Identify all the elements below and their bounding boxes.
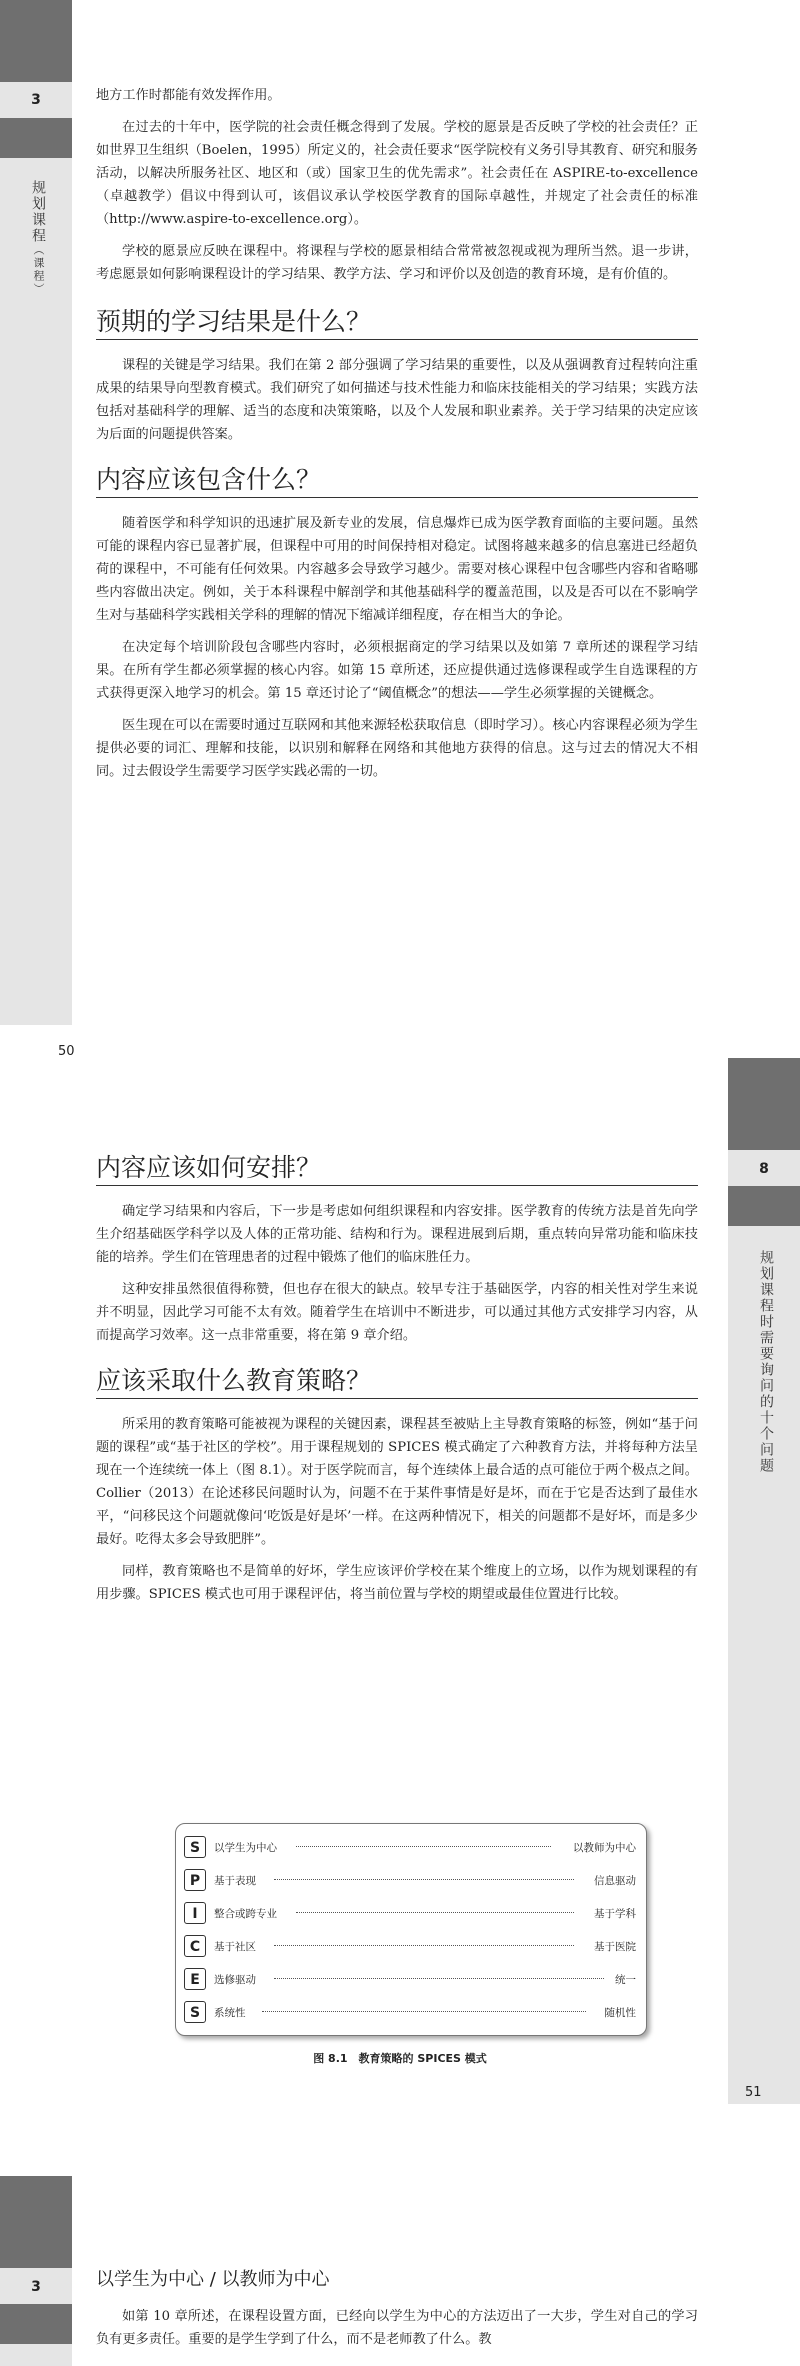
section-heading: 应该采取什么教育策略？	[96, 1369, 698, 1399]
chapter-tab-dark	[728, 1186, 800, 1226]
paragraph: 确定学习结果和内容后，下一步是考虑如何组织课程和内容安排。医学教育的传统方法是首先向学生介绍基础医学科学以及人体的正常功能、结构和行为。课程进展到后期，重点转向异常功能和临床技能的培养。学生们在管理患者的过程中锻炼了他们的临床胜任力。	[96, 1204, 698, 1265]
page-50	[0, 0, 800, 1025]
page-number: 50	[58, 1044, 75, 1059]
paragraph: 学校的愿景应反映在课程中。将课程与学校的愿景相结合常常被忽视或视为理所当然。退一步讲，考虑愿景如何影响课程设计的学习结果、教学方法、学习和评价以及创造的教育环境，是有价值的。	[96, 244, 698, 282]
spices-letter: P	[184, 1869, 206, 1891]
section-heading: 内容应该包含什么？	[96, 468, 698, 498]
paragraph: 同样，教育策略也不是简单的好坏，学生应该评价学校在某个维度上的立场，以作为规划课程的有用步骤。SPICES 模式也可用于课程评估，将当前位置与学校的期望或最佳位置进行比较。	[96, 1564, 698, 1602]
dotted-leader	[296, 1912, 574, 1913]
paragraph: 如第 10 章所述，在课程设置方面，已经向以学生为中心的方法迈出了一大步，学生对自己的学习负有更多责任。重要的是学生学到了什么，而不是老师教了什么。教	[96, 2309, 698, 2347]
paragraph: 在决定每个培训阶段包含哪些内容时，必须根据商定的学习结果以及如第 7 章所述的课程学习结果。在所有学生都必须掌握的核心内容。如第 15 章所述，还应提供通过选修课程或学生自选课程的方式获得更深入地学习的机会。第 15 章还讨论了“阈值概念”的想法——学生必须掌握的关键概念。	[96, 640, 698, 701]
figure-caption: 图 8.1 教育策略的 SPICES 模式	[313, 2052, 487, 2065]
section-heading: 预期的学习结果是什么？	[96, 310, 698, 340]
spices-left-label: 基于表现	[214, 1875, 256, 1887]
dotted-leader	[262, 2011, 586, 2012]
spices-left-label: 以学生为中心	[214, 1842, 277, 1854]
spices-right-label: 统一	[615, 1974, 636, 1986]
section-heading: 内容应该如何安排？	[96, 1156, 698, 1186]
chapter-number: 8	[759, 1161, 769, 1177]
spices-row	[184, 1836, 636, 1858]
dotted-leader	[274, 1978, 604, 1979]
spices-left-label: 基于社区	[214, 1941, 256, 1953]
chapter-tab-dark	[728, 1058, 800, 1150]
spices-right-label: 基于学科	[594, 1908, 636, 1920]
spices-row	[184, 1869, 636, 1891]
spices-letter: S	[184, 1836, 206, 1858]
spices-letter: C	[184, 1935, 206, 1957]
page-number: 51	[745, 2085, 762, 2100]
spices-right-label: 信息驱动	[594, 1875, 636, 1887]
paragraph: 地方工作时都能有效发挥作用。	[96, 88, 281, 103]
chapter-tab-dark	[0, 0, 72, 82]
spices-right-label: 以教师为中心	[573, 1842, 636, 1854]
page-51-body	[96, 1153, 698, 1615]
chapter-tab-dark	[0, 2176, 72, 2268]
subsection-heading: 以学生为中心 / 以教师为中心	[96, 2269, 330, 2290]
paragraph: 在过去的十年中，医学院的社会责任概念得到了发展。学校的愿景是否反映了学校的社会责任？正如世界卫生组织（Boelen，1995）所定义的，社会责任要求“医学院校有义务引导其教育、研究和服务活动，以解决所服务社区、地区和（或）国家卫生的优先需求”。社会责任在 ASPIRE-to-excellence（卓越教学）倡议中得到认可，该倡议承认学校医学教育的国际卓越性，并规定了社会责任的标准（http://www.aspire-to-excellence.org）。	[96, 120, 698, 227]
chapter-number: 3	[31, 92, 41, 108]
dotted-leader	[274, 1879, 574, 1880]
spices-row	[184, 1935, 636, 1957]
running-title: 规划课程（课程）	[30, 180, 46, 296]
spices-row	[184, 1968, 636, 1990]
spices-figure	[175, 1823, 647, 2036]
chapter-tab-dark	[0, 2304, 72, 2344]
spices-letter: I	[184, 1902, 206, 1924]
spices-letter: S	[184, 2001, 206, 2023]
dotted-leader	[274, 1945, 574, 1946]
spices-left-label: 整合或跨专业	[214, 1908, 277, 1920]
paragraph: 医生现在可以在需要时通过互联网和其他来源轻松获取信息（即时学习）。核心内容课程必须为学生提供必要的词汇、理解和技能，以识别和解释在网络和其他地方获得的信息。这与过去的情况大不相同。过去假设学生需要学习医学实践必需的一切。	[96, 718, 698, 779]
paragraph: 随着医学和科学知识的迅速扩展及新专业的发展，信息爆炸已成为医学教育面临的主要问题。虽然可能的课程内容已显著扩展，但课程中可用的时间保持相对稳定。试图将越来越多的信息塞进已经超负荷的课程中，不可能有任何效果。内容越多会导致学习越少。需要对核心课程中包含哪些内容和省略哪些内容做出决定。例如，关于本科课程中解剖学和其他基础科学的覆盖范围，以及是否可以在不影响学生对与基础科学实践相关学科的理解的情况下缩减详细程度，存在相当大的争论。	[96, 516, 698, 623]
spices-row	[184, 2001, 636, 2023]
paragraph: 课程的关键是学习结果。我们在第 2 部分强调了学习结果的重要性，以及从强调教育过程转向注重成果的结果导向型教育模式。我们研究了如何描述与技术性能力和临床技能相关的学习结果；实践方法包括对基础科学的理解、适当的态度和决策策略，以及个人发展和职业素养。关于学习结果的决定应该为后面的问题提供答案。	[96, 358, 698, 442]
spices-left-label: 选修驱动	[214, 1974, 256, 1986]
running-title: 规划课程时需要询问的十个问题	[758, 1250, 774, 1474]
dotted-leader	[296, 1846, 551, 1847]
chapter-tab-dark	[0, 118, 72, 158]
page-50-body	[96, 84, 698, 792]
spices-left-label: 系统性	[214, 2007, 246, 2019]
spices-row	[184, 1902, 636, 1924]
paragraph: 这种安排虽然很值得称赞，但也存在很大的缺点。较早专注于基础医学，内容的相关性对学生来说并不明显，因此学习可能不太有效。随着学生在培训中不断进步，可以通过其他方式安排学习内容，从而提高学习效率。这一点非常重要，将在第 9 章介绍。	[96, 1282, 698, 1343]
paragraph: 所采用的教育策略可能被视为课程的关键因素，课程甚至被贴上主导教育策略的标签，例如“基于问题的课程”或“基于社区的学校”。用于课程规划的 SPICES 模式确定了六种教育方法，并将每种方法呈现在一个连续统一体上（图 8.1）。对于医学院而言，每个连续体上最合适的点可能位于两个极点之间。Collier（2013）在论述移民问题时认为，问题不在于某件事情是好是坏，而在于它是否达到了最佳水平，“问移民这个问题就像问‘吃饭是好是坏’一样。在这两种情况下，相关的问题都不是好坏，而是多少最好。吃得太多会导致肥胖”。	[96, 1417, 698, 1547]
page-52-body	[96, 2268, 698, 2360]
spices-right-label: 随机性	[604, 2007, 636, 2019]
spices-letter: E	[184, 1968, 206, 1990]
chapter-number: 3	[31, 2279, 41, 2295]
spices-right-label: 基于医院	[594, 1941, 636, 1953]
